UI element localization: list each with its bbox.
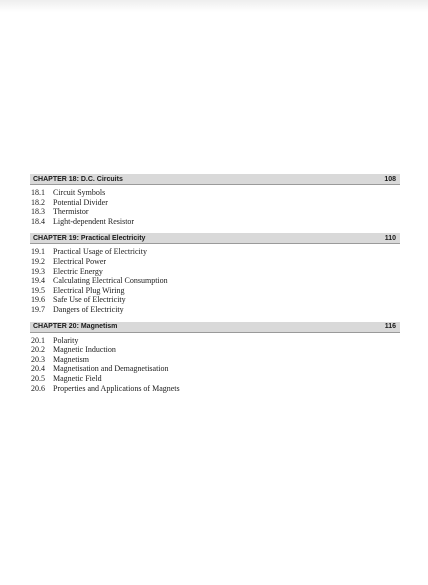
list-item[interactable] [30,286,400,296]
chapter-item-list [30,336,400,394]
list-item[interactable] [30,355,400,365]
item-number: 18.1 [31,188,45,197]
item-number: 19.3 [31,266,45,276]
item-number: 20.5 [31,373,45,383]
list-item[interactable] [30,295,400,305]
item-title: Electrical Power [53,256,107,266]
list-item[interactable] [30,198,400,208]
item-title: Electric Energy [53,266,103,276]
list-item[interactable] [30,364,400,374]
item-number: 18.2 [31,197,45,207]
list-item[interactable] [30,384,400,394]
list-item[interactable] [30,188,400,198]
item-title: Properties and Applications of Magnets [53,383,180,393]
chapter-item-list [30,247,400,314]
list-item[interactable] [30,267,400,277]
item-title: Magnetic Induction [53,345,116,355]
item-title: Thermistor [53,207,89,217]
item-number: 20.2 [31,345,45,355]
chapter-20 [30,322,400,394]
item-number: 19.5 [31,285,45,295]
page-top-shade [0,0,428,12]
chapter-page-number: 108 [384,175,396,183]
chapter-title: CHAPTER 18: D.C. Circuits [33,175,123,183]
item-number: 20.3 [31,354,45,364]
item-title: Light-dependent Resistor [53,216,135,226]
list-item[interactable] [30,247,400,257]
chapter-header[interactable] [30,322,400,333]
item-title: Safe Use of Electricity [53,295,126,305]
item-title: Magnetisation and Demagnetisation [53,364,169,374]
item-number: 18.3 [31,207,45,217]
item-number: 20.4 [31,364,45,374]
item-title: Potential Divider [53,197,108,207]
table-of-contents [30,174,400,393]
item-number: 19.2 [31,256,45,266]
item-number: 18.4 [31,216,45,226]
chapter-18 [30,174,400,226]
chapter-title: CHAPTER 19: Practical Electricity [33,234,146,242]
chapter-title: CHAPTER 20: Magnetism [33,323,118,331]
chapter-19 [30,233,400,314]
list-item[interactable] [30,217,400,227]
chapter-page-number: 110 [384,234,396,242]
item-title: Practical Usage of Electricity [53,247,147,257]
item-title: Dangers of Electricity [53,304,124,314]
item-title: Magnetism [53,354,89,364]
chapter-header[interactable] [30,174,400,185]
list-item[interactable] [30,345,400,355]
list-item[interactable] [30,305,400,315]
chapter-header[interactable] [30,233,400,244]
item-title: Magnetic Field [53,373,102,383]
item-title: Calculating Electrical Consumption [53,276,168,286]
item-number: 19.1 [31,247,45,257]
item-title: Circuit Symbols [53,188,106,197]
item-title: Electrical Plug Wiring [53,285,125,295]
list-item[interactable] [30,374,400,384]
item-number: 20.6 [31,383,45,393]
list-item[interactable] [30,207,400,217]
chapter-item-list [30,188,400,226]
item-title: Polarity [53,335,79,345]
item-number: 19.4 [31,276,45,286]
list-item[interactable] [30,336,400,346]
list-item[interactable] [30,276,400,286]
chapter-page-number: 116 [384,323,396,331]
item-number: 19.7 [31,304,45,314]
item-number: 20.1 [31,335,45,345]
item-number: 19.6 [31,295,45,305]
list-item[interactable] [30,257,400,267]
